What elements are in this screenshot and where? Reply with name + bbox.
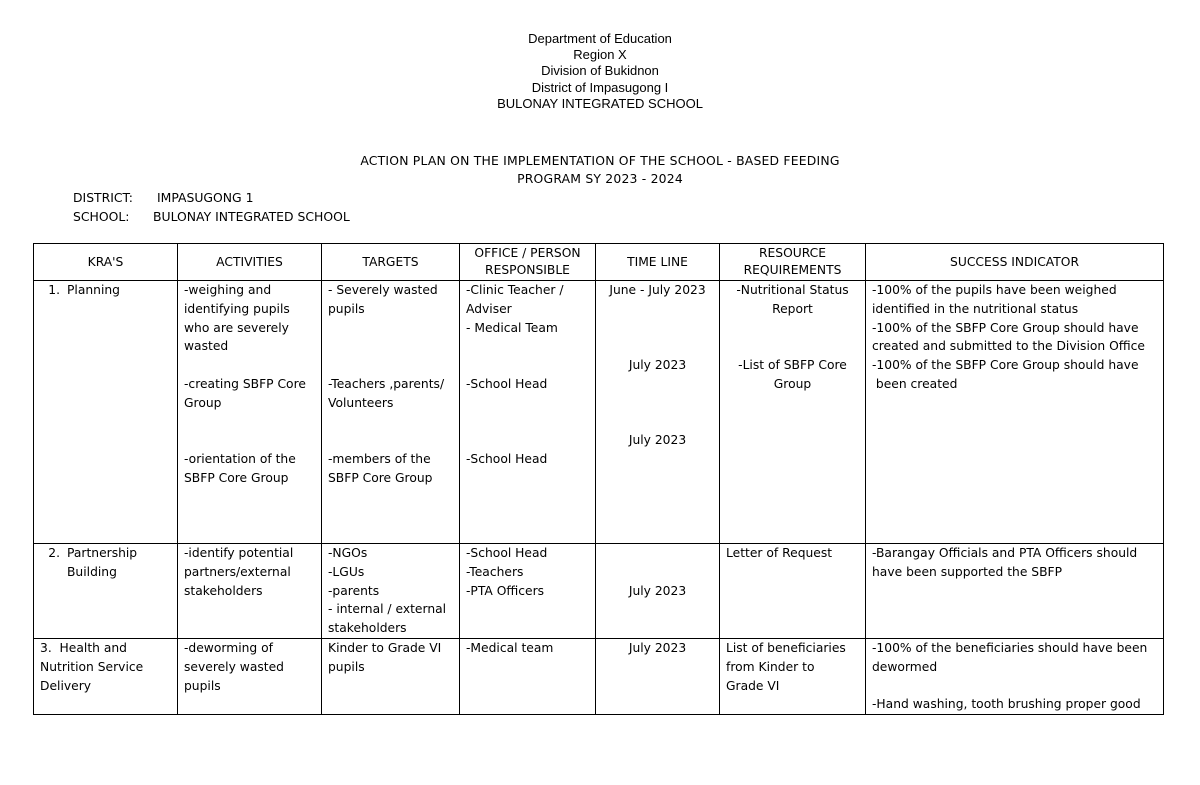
cell-office: -School Head -Teachers -PTA Officers [460, 544, 596, 639]
table-row [34, 544, 1164, 639]
header-region: Region X [573, 47, 627, 63]
table-header-row [34, 244, 1164, 281]
cell-office: -Medical team [460, 638, 596, 714]
school-info [73, 208, 350, 226]
header-division: Division of Bukidnon [541, 63, 659, 79]
cell-activities: -identify potential partners/external stakeholders [178, 544, 322, 639]
cell-resources: -Nutritional Status Report -List of SBFP Core Group [720, 281, 866, 544]
school-value: BULONAY INTEGRATED SCHOOL [153, 209, 350, 224]
cell-timeline: July 2023 [596, 638, 720, 714]
header-activities: ACTIVITIES [178, 244, 322, 281]
header-resources: RESOURCE REQUIREMENTS [720, 244, 866, 281]
document-title [0, 152, 1200, 188]
header-district: District of Impasugong I [531, 79, 669, 95]
cell-success-indicator: -Barangay Officials and PTA Officers should have been supported the SBFP [866, 544, 1164, 639]
cell-targets: Kinder to Grade VI pupils [322, 638, 460, 714]
cell-resources: Letter of Request [720, 544, 866, 639]
cell-targets: - Severely wasted pupils -Teachers ,parents/ Volunteers -members of the SBFP Core Group [322, 281, 460, 544]
cell-success-indicator: -100% of the pupils have been weighed identified in the nutritional status -100% of the SBFP Core Group should have created and submitted to the Division Office -100% of the SBFP Core Group should have been created [866, 281, 1164, 544]
district-value: IMPASUGONG 1 [157, 190, 254, 205]
header-success-indicator: SUCCESS INDICATOR [866, 244, 1164, 281]
cell-resources: List of beneficiaries from Kinder to Grade VI [720, 638, 866, 714]
cell-timeline: July 2023 [596, 544, 720, 639]
header-office: OFFICE / PERSON RESPONSIBLE [460, 244, 596, 281]
header-targets: TARGETS [322, 244, 460, 281]
header-department: Department of Education [528, 31, 672, 46]
cell-activities: -deworming of severely wasted pupils [178, 638, 322, 714]
cell-kra: 1. Planning [34, 281, 178, 544]
table-row [34, 638, 1164, 714]
header-timeline: TIME LINE [596, 244, 720, 281]
district-label: DISTRICT: [73, 190, 133, 205]
title-line-2: PROGRAM SY 2023 - 2024 [517, 171, 683, 186]
cell-kra: 3. Health and Nutrition Service Delivery [34, 638, 178, 714]
school-label: SCHOOL: [73, 209, 130, 224]
cell-timeline: June - July 2023 July 2023 July 2023 [596, 281, 720, 544]
header-kras: KRA'S [34, 244, 178, 281]
cell-activities: -weighing and identifying pupils who are severely wasted -creating SBFP Core Group -orientation of the SBFP Core Group [178, 281, 322, 544]
cell-targets: -NGOs -LGUs -parents - internal / external stakeholders [322, 544, 460, 639]
header-school: BULONAY INTEGRATED SCHOOL [497, 95, 703, 111]
title-line-1: ACTION PLAN ON THE IMPLEMENTATION OF THE SCHOOL - BASED FEEDING [360, 153, 840, 168]
cell-office: -Clinic Teacher / Adviser - Medical Team -School Head -School Head [460, 281, 596, 544]
document-header [0, 31, 1200, 112]
table-row [34, 281, 1164, 544]
cell-kra: 2. Partnership Building [34, 544, 178, 639]
cell-success-indicator: -100% of the beneficiaries should have been dewormed -Hand washing, tooth brushing proper good [866, 638, 1164, 714]
district-info [73, 189, 253, 207]
action-plan-table [33, 243, 1164, 715]
